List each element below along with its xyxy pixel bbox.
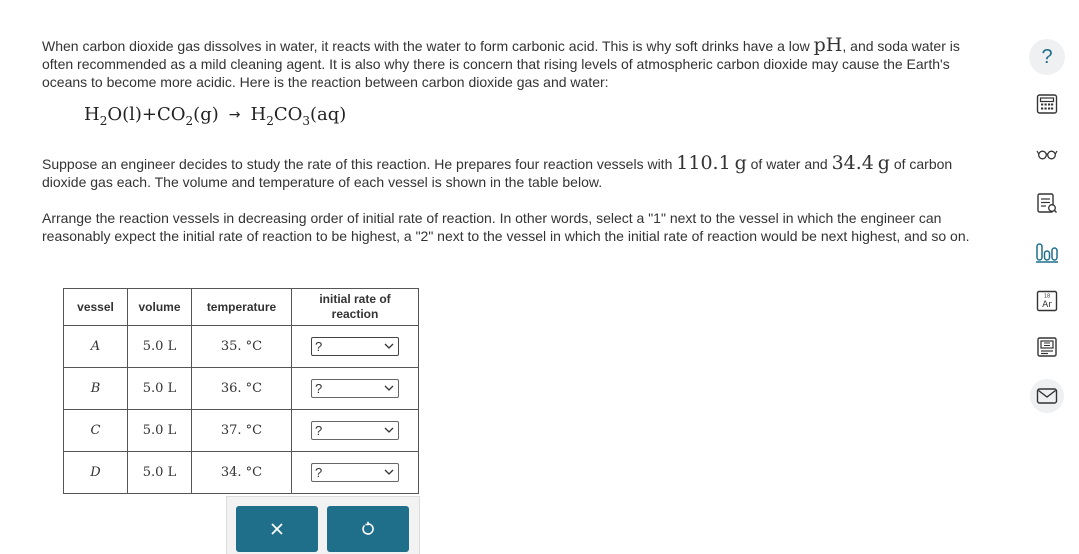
setup-text-b: of water and (746, 156, 832, 172)
periodic-table-icon[interactable] (1031, 285, 1063, 317)
rank-cell (292, 368, 419, 410)
mail-icon[interactable] (1030, 379, 1064, 413)
svg-text:18: 18 (1043, 293, 1051, 300)
chevron-down-icon (383, 465, 395, 479)
chevron-down-icon (383, 381, 395, 395)
tool-sidebar (1015, 0, 1079, 554)
reaction-arrow: → (228, 107, 241, 123)
water-mass: 110.1 (676, 152, 731, 174)
rank-value: ? (315, 339, 323, 354)
eq-co: CO (273, 104, 303, 125)
setup-paragraph (42, 154, 982, 191)
eq-h: H (84, 104, 100, 125)
rank-value: ? (315, 381, 323, 396)
volume-cell: 5.0 L (128, 410, 192, 452)
temperature-cell: 36. °C (192, 368, 292, 410)
volume-cell: 5.0 L (128, 368, 192, 410)
temperature-cell: 37. °C (192, 410, 292, 452)
header-vessel: vessel (64, 289, 128, 326)
vessel-cell: C (64, 410, 128, 452)
vessel-cell: A (64, 326, 128, 368)
volume-cell: 5.0 L (128, 452, 192, 494)
setup-text-a: Suppose an engineer decides to study the rate of this reaction. He prepares four reaction vessels with (42, 156, 677, 172)
glasses-icon[interactable] (1031, 138, 1063, 170)
rank-cell (292, 452, 419, 494)
table-row (64, 368, 419, 410)
undo-icon (360, 521, 376, 537)
rank-cell (292, 326, 419, 368)
chevron-down-icon (383, 423, 395, 437)
vessel-table (63, 288, 419, 494)
header-volume: volume (128, 289, 192, 326)
clear-button[interactable] (236, 506, 318, 552)
header-rate (292, 289, 419, 326)
eq-co: CO (157, 104, 186, 125)
header-temperature: temperature (192, 289, 292, 326)
chart-icon[interactable] (1031, 236, 1063, 268)
rank-value: ? (315, 423, 323, 438)
temperature-cell: 34. °C (192, 452, 292, 494)
setup-text-c: of carbon dioxide gas each. The volume and temperature of each vessel is shown in the table below. (42, 156, 953, 190)
help-icon[interactable] (1029, 39, 1065, 75)
eq-sub: 2 (99, 114, 108, 128)
intro-paragraph (42, 36, 982, 91)
eq-sub: 2 (266, 114, 274, 128)
vessel-cell: B (64, 368, 128, 410)
help-glyph: ? (1041, 45, 1053, 68)
unit-g: g (734, 152, 747, 174)
table-row (64, 452, 419, 494)
table-row (64, 326, 419, 368)
table-row (64, 410, 419, 452)
eq-water: O(l) (107, 104, 142, 125)
reaction-equation (84, 104, 346, 128)
intro-text-a: When carbon dioxide gas dissolves in water, it reacts with the water to form carbonic acid. This is why soft drinks have a low (42, 38, 814, 54)
x-icon (270, 522, 284, 536)
textbook-icon[interactable] (1031, 331, 1063, 363)
eq-gas: (g) (193, 104, 219, 125)
reset-button[interactable] (327, 506, 409, 552)
rank-select-c[interactable] (311, 421, 399, 440)
data-icon[interactable] (1031, 187, 1063, 219)
rank-value: ? (315, 465, 323, 480)
eq-plus: + (141, 104, 157, 125)
eq-aqueous: (aq) (310, 104, 347, 125)
eq-h: H (250, 104, 267, 125)
rank-select-a[interactable] (311, 337, 399, 356)
ph-term: pH (813, 34, 843, 56)
rank-select-d[interactable] (311, 463, 399, 482)
temperature-cell: 35. °C (192, 326, 292, 368)
co2-mass: 34.4 (831, 152, 874, 174)
calculator-icon[interactable] (1031, 88, 1063, 120)
rank-cell (292, 410, 419, 452)
vessel-cell: D (64, 452, 128, 494)
eq-sub: 3 (302, 114, 310, 128)
volume-cell: 5.0 L (128, 326, 192, 368)
eq-sub: 2 (185, 114, 194, 128)
unit-g: g (877, 152, 890, 174)
table-header-row (64, 289, 419, 326)
rank-select-b[interactable] (311, 379, 399, 398)
header-rate-line1: initial rate of (319, 292, 391, 306)
intro-text-b: , and soda water is often recommended as a mild cleaning agent. It is also why there is concern that rising levels of atmospheric carbon dioxide may cause the Earth's oceans to become more acidic. Here is the reaction between carbon dioxide gas and water: (42, 38, 960, 90)
instructions-paragraph: Arrange the reaction vessels in decreasing order of initial rate of reaction. In other words, select a "1" next to the vessel in which the engineer can reasonably expect the initial rate of reaction to be highest, a "2" next to the vessel in which the initial rate of reaction would be next highest, and so on. (42, 210, 970, 244)
header-rate-line2: reaction (331, 307, 379, 321)
svg-text:Ar: Ar (1042, 300, 1052, 310)
chevron-down-icon (383, 339, 395, 353)
